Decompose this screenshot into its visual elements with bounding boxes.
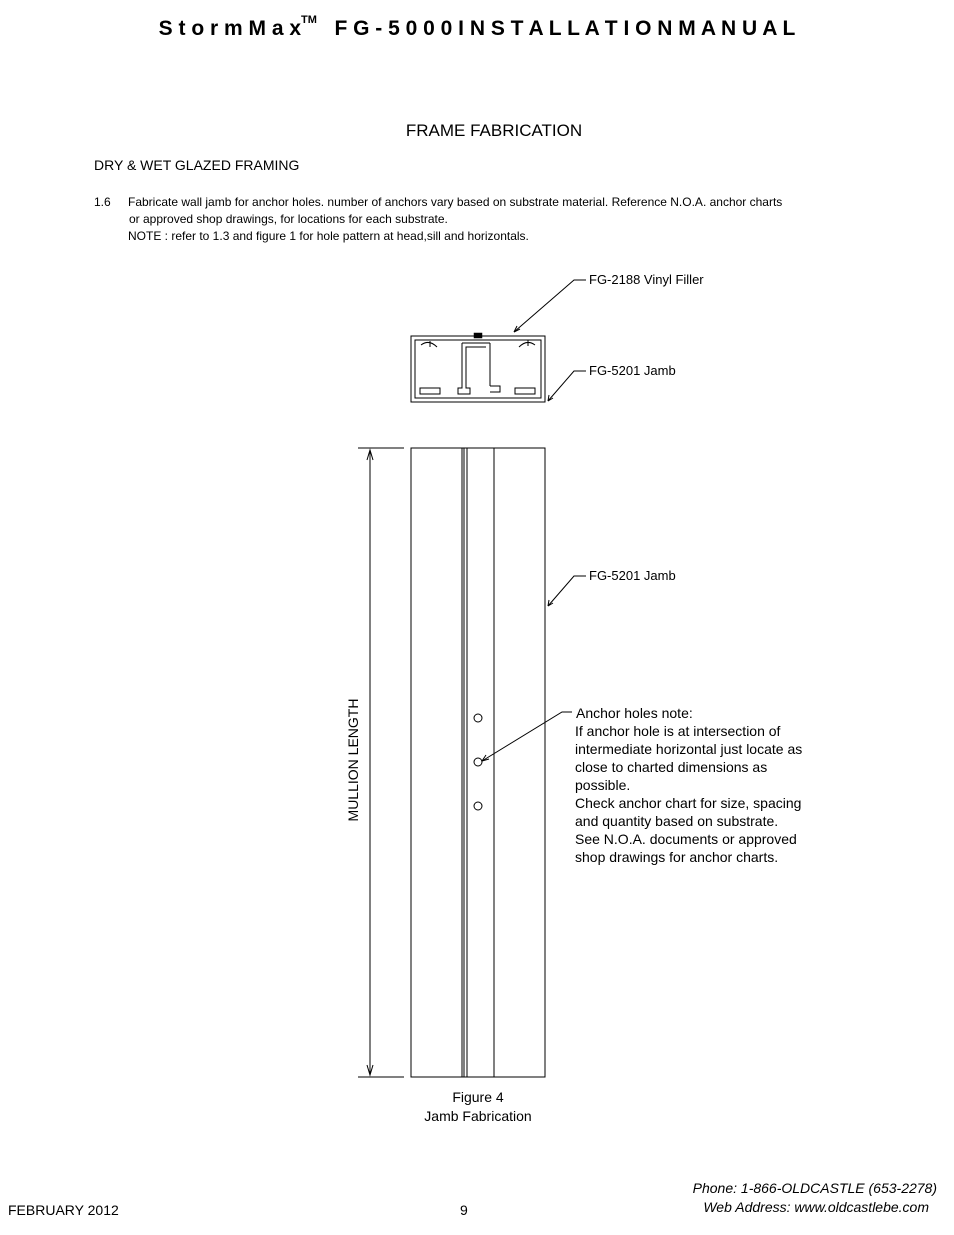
anchor-hole-2 [474, 758, 482, 766]
subsection-title: DRY & WET GLAZED FRAMING [94, 157, 300, 173]
trademark-mark: TM [301, 14, 317, 26]
footer-web-address: Web Address: www.oldcastlebe.com [703, 1199, 929, 1215]
vinyl-filler-label: FG-2188 Vinyl Filler [589, 272, 704, 287]
jamb-elevation [411, 448, 545, 1077]
anchor-note-line: and quantity based on substrate. [575, 813, 779, 829]
anchor-hole-1 [474, 714, 482, 722]
anchor-note-line: possible. [575, 777, 631, 793]
page-number: 9 [460, 1202, 468, 1218]
anchor-note-line: close to charted dimensions as [575, 759, 768, 775]
paragraph-line-1: Fabricate wall jamb for anchor holes. number of anchors vary based on substrate material. Reference N.O.A. anchor charts [128, 195, 783, 209]
leader-lines [482, 280, 586, 761]
jamb-section-label: FG-5201 Jamb [589, 363, 676, 378]
mullion-length-dimension [358, 448, 404, 1077]
section-title: FRAME FABRICATION [405, 121, 583, 140]
anchor-note-title: Anchor holes note: [576, 705, 693, 721]
figure-number: Figure 4 [452, 1089, 504, 1105]
mullion-length-label: MULLION LENGTH [345, 698, 361, 822]
jamb-elevation-label: FG-5201 Jamb [589, 568, 676, 583]
footer-date: FEBRUARY 2012 [8, 1202, 119, 1218]
anchor-note-line: intermediate horizontal just locate as [575, 741, 803, 757]
paragraph-note: NOTE : refer to 1.3 and figure 1 for hole pattern at head,sill and horizontals. [128, 229, 529, 243]
paragraph-line-2: or approved shop drawings, for locations for each substrate. [129, 212, 448, 226]
anchor-note-line: If anchor hole is at intersection of [575, 723, 781, 739]
anchor-hole-3 [474, 802, 482, 810]
anchor-note-line: shop drawings for anchor charts. [575, 849, 779, 865]
header-brand: S t o r m M a x [158, 17, 302, 40]
anchor-note-line: See N.O.A. documents or approved [575, 831, 797, 847]
figure-caption: Jamb Fabrication [424, 1108, 532, 1124]
paragraph-number: 1.6 [94, 195, 111, 209]
footer-phone: Phone: 1-866-OLDCASTLE (653-2278) [692, 1180, 937, 1196]
anchor-holes-note [575, 704, 835, 866]
anchor-note-line: Check anchor chart for size, spacing [575, 795, 802, 811]
header-manual-title: F G - 5 0 0 0 I N S T A L L A T I O N M A N U A L [334, 17, 796, 40]
jamb-section-profile [411, 333, 545, 402]
